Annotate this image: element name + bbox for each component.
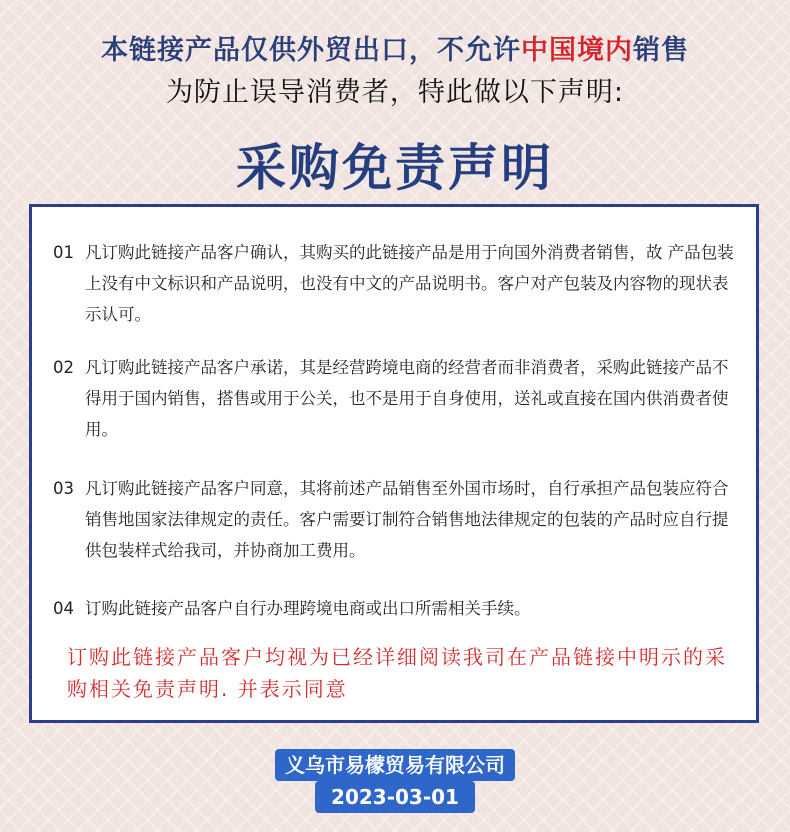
clause-number: 03: [53, 479, 74, 498]
clause-01: [53, 237, 743, 330]
disclaimer-panel: [29, 204, 759, 723]
headline-prefix: 本链接产品仅供外贸出口，不允许: [101, 35, 521, 66]
clause-04: [53, 593, 743, 624]
company-name-badge: 义乌市易檬贸易有限公司: [275, 749, 515, 781]
clause-text: 凡订购此链接产品客户承诺，其是经营跨境电商的经营者而非消费者，采购此链接产品不得用于国内销售，搭售或用于公关，也不是用于自身使用，送礼或直接在国内供消费者使用。: [85, 358, 729, 439]
clause-03: [53, 473, 743, 566]
clause-number: 01: [53, 243, 74, 262]
clause-number: 04: [53, 599, 74, 618]
clause-number: 02: [53, 358, 74, 377]
date-badge: 2023-03-01: [315, 781, 475, 813]
clause-02: [53, 352, 743, 445]
page-title: 采购免责声明: [236, 139, 554, 197]
clause-text: 凡订购此链接产品客户确认，其购买的此链接产品是用于向国外消费者销售，故 产品包装上没有中文标识和产品说明，也没有中文的产品说明书。客户对产包装及内容物的现状表示认可。: [85, 243, 734, 324]
agreement-notice: 订购此链接产品客户均视为已经详细阅读我司在产品链接中明示的采购相关免责声明. 并表示同意: [67, 645, 727, 701]
header-headline: [0, 28, 790, 67]
header-subline: 为防止误导消费者，特此做以下声明:: [165, 77, 625, 108]
clause-text: 凡订购此链接产品客户同意，其将前述产品销售至外国市场时，自行承担产品包装应符合销售地国家法律规定的责任。客户需要订制符合销售地法律规定的包装的产品时应自行提供包装样式给我司，并协商加工费用。: [85, 479, 729, 560]
headline-highlight: 中国境内: [521, 35, 633, 66]
clause-text: 订购此链接产品客户自行办理跨境电商或出口所需相关手续。: [85, 599, 531, 618]
headline-suffix: 销售: [633, 35, 689, 66]
